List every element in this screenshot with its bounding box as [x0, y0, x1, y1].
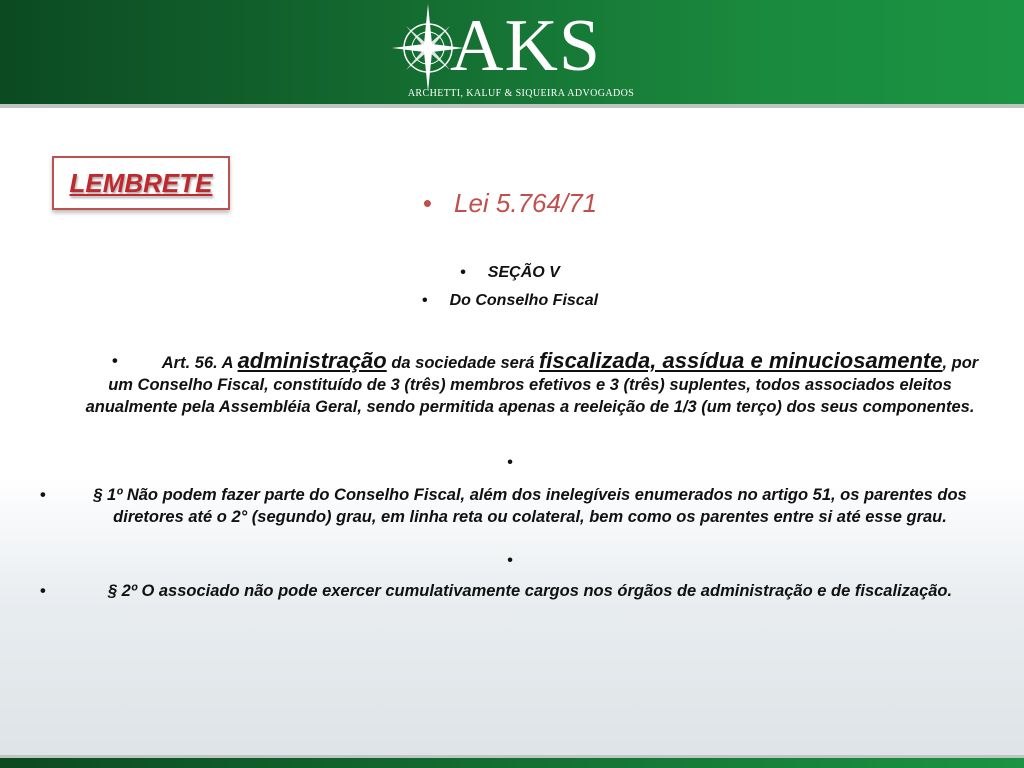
bullet: •	[40, 582, 46, 600]
reminder-label: LEMBRETE	[69, 167, 213, 198]
paragraph-1	[30, 484, 990, 528]
section-subheading	[30, 292, 990, 310]
bullet: •	[40, 486, 46, 504]
paragraph-2	[30, 580, 990, 602]
logo-subtitle: ARCHETTI, KALUF & SIQUEIRA ADVOGADOS	[407, 88, 635, 99]
empty-bullet: •	[507, 552, 513, 569]
article-56	[30, 350, 990, 418]
art56-emphasis-administracao: administração	[237, 348, 387, 373]
art56-emphasis-fiscalizada: fiscalizada, assídua e minuciosamente	[538, 348, 943, 373]
paragraph-2-text: § 2º O associado não pode exercer cumulativamente cargos nos órgãos de administração e de fiscalização.	[107, 582, 953, 600]
art56-part1: Art. 56. A	[161, 354, 238, 372]
bullet: •	[460, 264, 466, 281]
section-heading	[30, 264, 990, 282]
logo-text: AKS	[450, 5, 602, 87]
title-text: Lei 5.764/71	[453, 188, 598, 218]
paragraph-1-text: § 1º Não podem fazer parte do Conselho Fiscal, além dos inelegíveis enumerados no artigo 51, os parentes dos diretores até o 2° (segundo) grau, em linha reta ou colateral, bem como os parentes entre si até esse grau.	[93, 486, 967, 526]
section-name-text: Do Conselho Fiscal	[449, 292, 599, 309]
section-text: SEÇÃO V	[487, 264, 560, 281]
slide-title	[30, 188, 990, 219]
bullet: •	[112, 352, 118, 370]
bullet: •	[422, 188, 432, 218]
empty-bullet: •	[507, 454, 513, 471]
art56-part2: da sociedade será	[386, 354, 539, 372]
footer-bar	[0, 755, 1024, 768]
bullet: •	[421, 292, 428, 309]
art56-part3: , por um Conselho Fiscal, constituído de 3 (três) membros efetivos e 3 (três) suplentes, todos associados eleitos anualmente pela Assembléia Geral, sendo permitida apenas a reeleição de 1/3 (um terço) dos seus componentes.	[85, 354, 979, 416]
header-banner	[0, 0, 1024, 108]
